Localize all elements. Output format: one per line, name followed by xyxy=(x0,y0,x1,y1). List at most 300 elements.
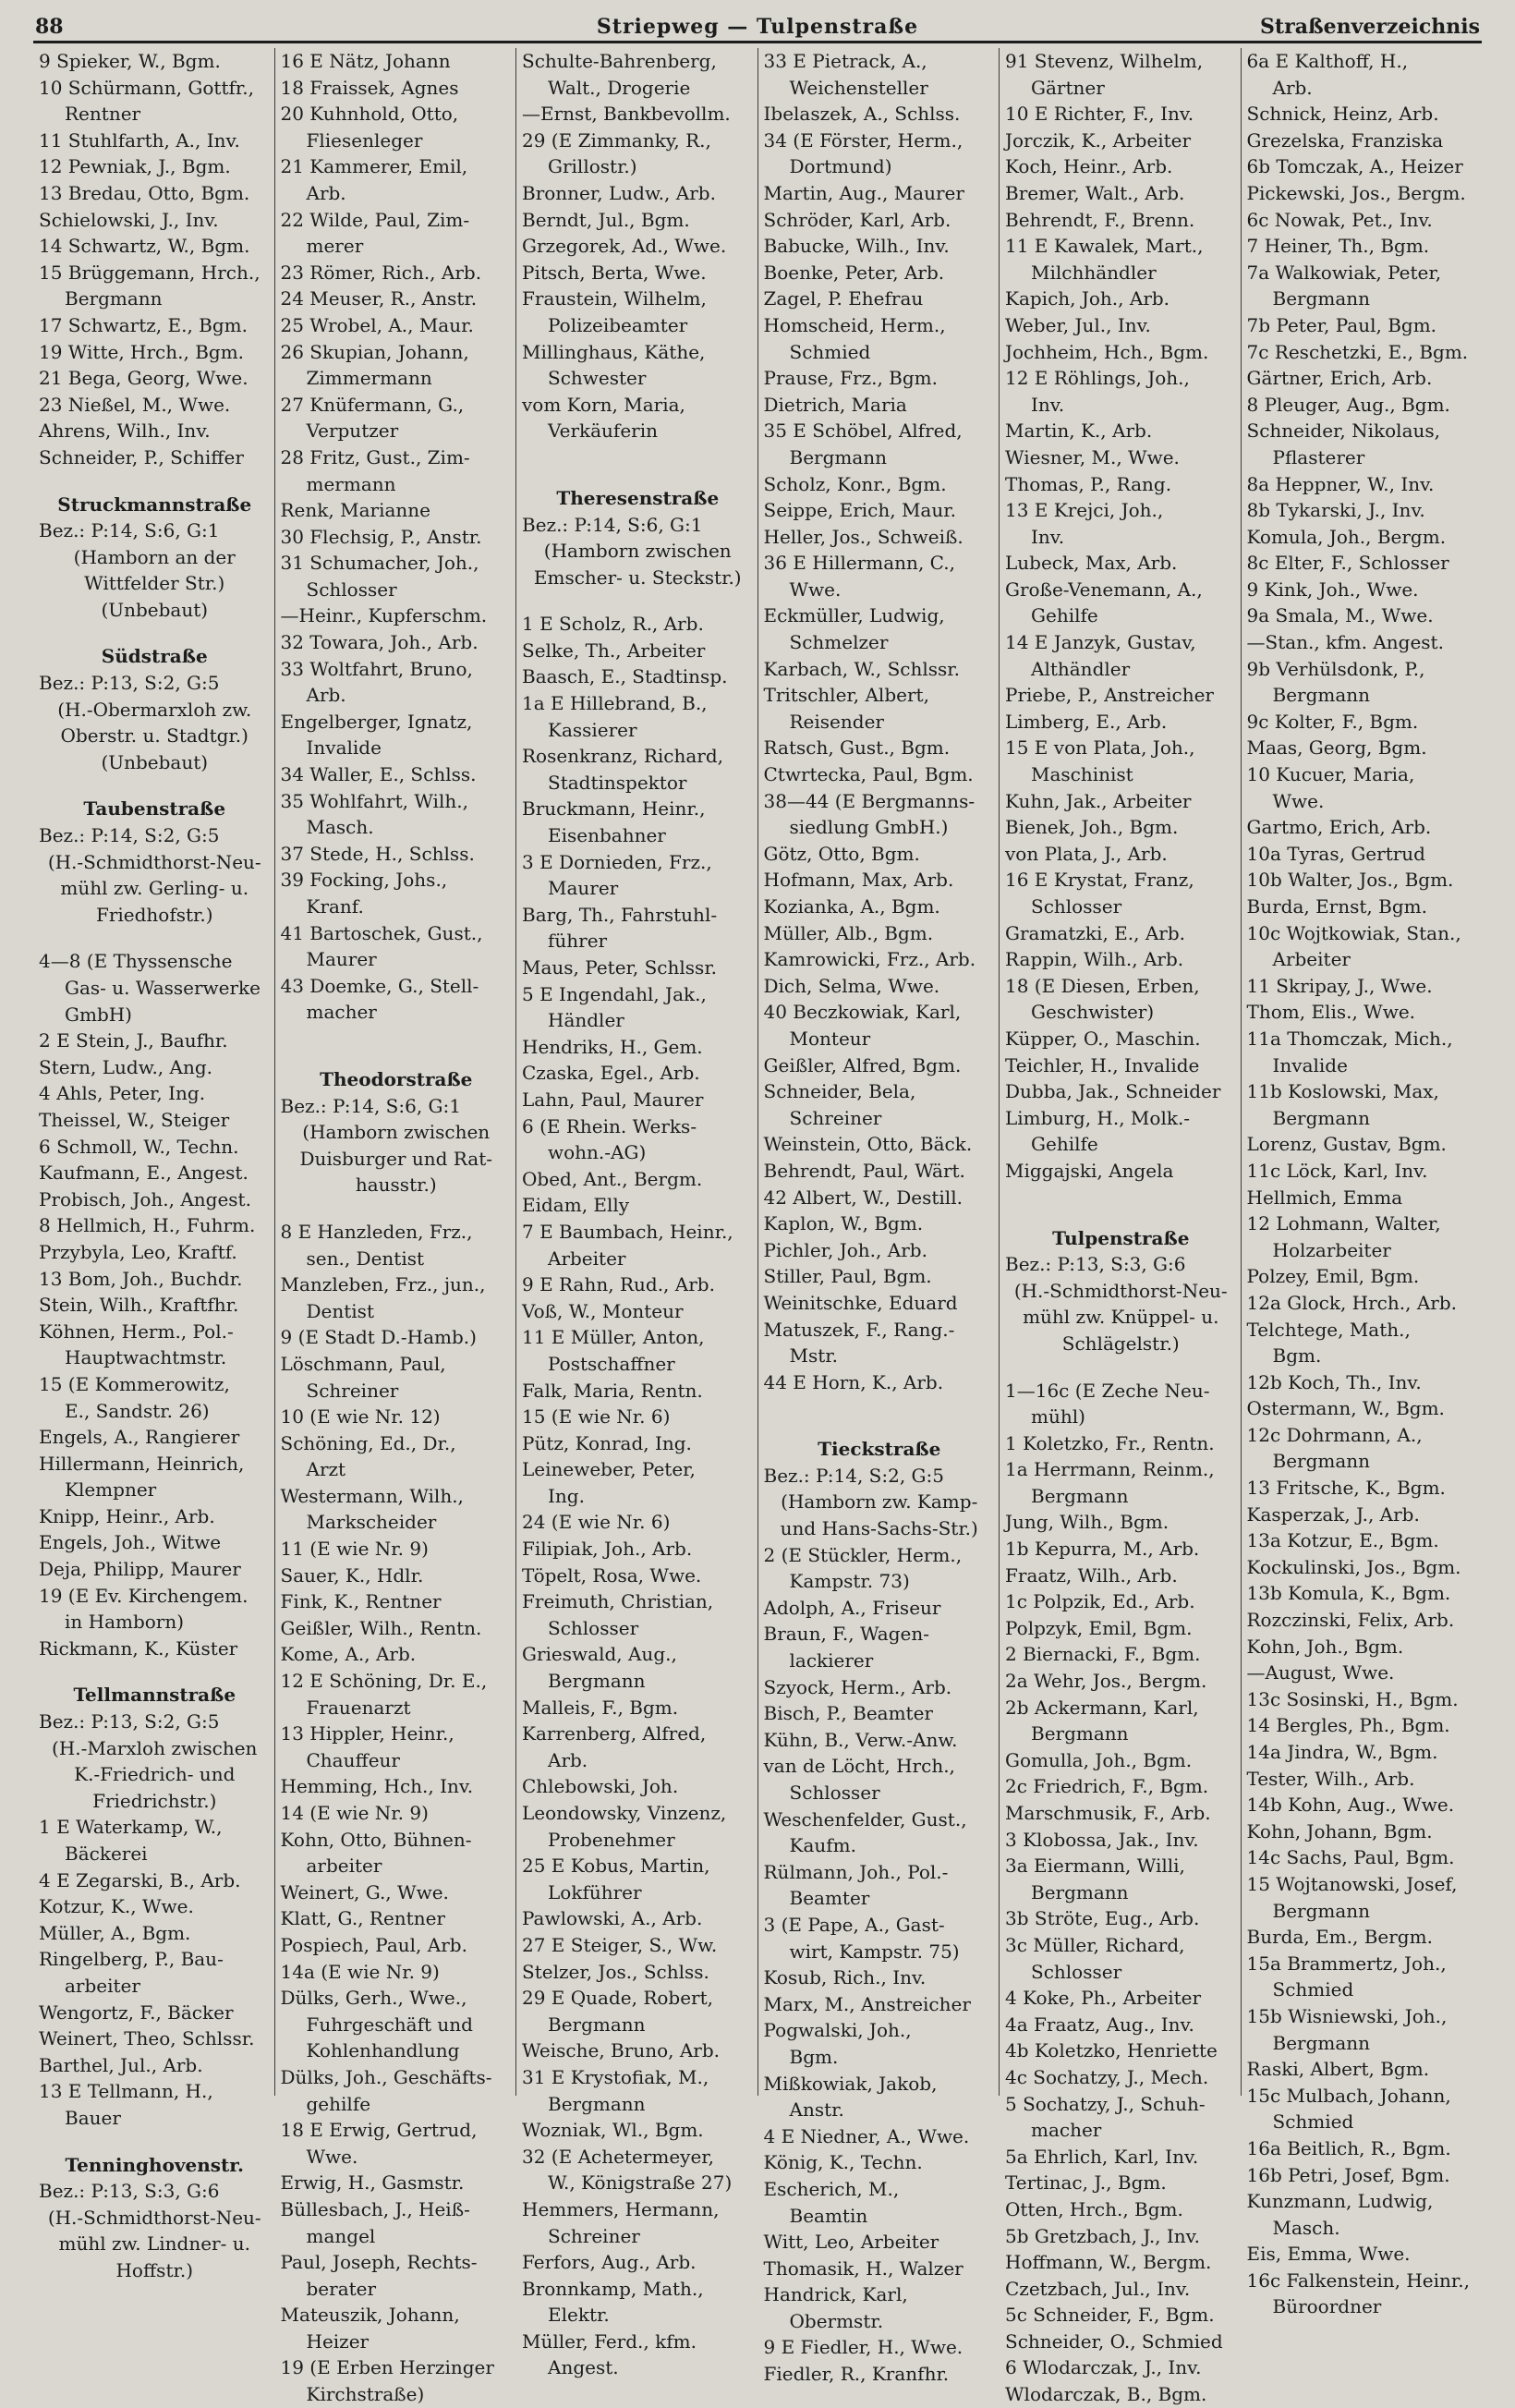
entry-line: Engelberger, Ignatz, xyxy=(280,710,473,733)
street-note: mühl zw. Lindner- u. xyxy=(58,2232,250,2256)
column-1 xyxy=(33,48,275,2281)
entry-line: 1a Herrmann, Reinm., xyxy=(1005,1458,1215,1481)
entry-line: 9b Verhülsdonk, P., xyxy=(1246,657,1425,680)
entry-line: Gomulla, Joh., Bgm. xyxy=(1005,1748,1193,1771)
entry-line: Kasperzak, J., Arb. xyxy=(1246,1502,1420,1526)
entry-line: 15 Brüggemann, Hrch., xyxy=(39,261,261,284)
street-note: (H.-Obermarxloh zw. xyxy=(57,698,252,721)
entry-line: 13 Hippler, Heinr., xyxy=(280,1722,454,1745)
street-heading: Theresenstraße xyxy=(556,486,720,509)
entry-line: 6c Nowak, Pet., Inv. xyxy=(1246,208,1433,231)
entry-line: Rappin, Wilh., Arb. xyxy=(1005,948,1184,971)
entry-line: Fiedler, R., Kranfhr. xyxy=(763,2363,950,2386)
entry-line: Theissel, W., Steiger xyxy=(39,1108,230,1131)
entry-line: 16a Beitlich, R., Bgm. xyxy=(1246,2136,1451,2159)
entry-line: Jochheim, Hch., Bgm. xyxy=(1005,340,1209,363)
entry-line: Kohn, Johann, Bgm. xyxy=(1246,1819,1433,1842)
entry-line: Wwe. xyxy=(789,578,842,601)
entry-line: Pütz, Konrad, Ing. xyxy=(522,1431,692,1454)
entry-line: 33 E Pietrack, A., xyxy=(763,50,927,72)
entry-line: Thomas, P., Rang. xyxy=(1005,472,1172,495)
entry-line: Czaska, Egel., Arb. xyxy=(522,1062,700,1085)
entry-line: 8b Tykarski, J., Inv. xyxy=(1246,499,1425,522)
entry-line: Anstr. xyxy=(789,2098,844,2122)
entry-line: Grieswald, Aug., xyxy=(522,1643,677,1666)
entry-line: 13 Bom, Joh., Buchdr. xyxy=(39,1267,243,1290)
entry-line: Müller, Alb., Bgm. xyxy=(763,921,934,944)
entry-line: 10 E Richter, F., Inv. xyxy=(1005,103,1194,126)
entry-line: Bez.: P:14, S:2, G:5 xyxy=(39,824,220,847)
street-note: K.-Friedrich- und xyxy=(74,1763,236,1786)
entry-line: mühl) xyxy=(1031,1405,1085,1429)
entry-line: Gärtner, Erich, Arb. xyxy=(1246,367,1433,390)
entry-line: Otten, Hrch., Bgm. xyxy=(1005,2197,1183,2220)
entry-line: Bergmann xyxy=(548,2092,646,2115)
entry-line: Müller, Ferd., kfm. xyxy=(522,2329,697,2353)
entry-line: Arbeiter xyxy=(1272,948,1351,971)
spacer xyxy=(281,1026,513,1046)
entry-line: Hellmich, Emma xyxy=(1246,1186,1403,1209)
entry-line: Polpzyk, Emil, Bgm. xyxy=(1005,1616,1193,1639)
entry-line: Löschmann, Paul, xyxy=(280,1352,446,1375)
entry-line: Polizeibeamter xyxy=(548,313,688,336)
entry-line: 40 Beczkowiak, Karl, xyxy=(763,1001,962,1024)
entry-line: Bergmann xyxy=(1031,1722,1129,1745)
entry-line: Bergmann xyxy=(1272,1450,1371,1473)
entry-line: Pflasterer xyxy=(1272,445,1365,468)
street-note: Emscher- u. Steckstr.) xyxy=(533,566,742,589)
entry-line: Bergmann xyxy=(1272,2031,1371,2054)
entry-line: 4c Sochatzy, J., Mech. xyxy=(1005,2065,1209,2088)
entry-line: 14 E Janzyk, Gustav, xyxy=(1005,631,1196,654)
street-note: Schlägelstr.) xyxy=(1061,1332,1180,1355)
entry-line: Verputzer xyxy=(306,420,399,443)
street-note: Hoffstr.) xyxy=(115,2258,193,2281)
entry-line: 3c Müller, Richard, xyxy=(1005,1933,1185,1956)
entry-line: 9 E Rahn, Rud., Arb. xyxy=(522,1273,715,1296)
entry-line: 4b Koletzko, Henriette xyxy=(1005,2039,1218,2062)
entry-line: Stelzer, Jos., Schlss. xyxy=(522,1960,709,1983)
entry-line: Fink, K., Rentner xyxy=(280,1590,442,1613)
entry-line: Marschmusik, F., Arb. xyxy=(1005,1802,1211,1824)
entry-line: Lubeck, Max, Arb. xyxy=(1005,552,1178,575)
entry-line: Markscheider xyxy=(306,1511,437,1534)
entry-line: Ibelaszek, A., Schlss. xyxy=(763,103,961,126)
entry-line: 3a Eiermann, Willi, xyxy=(1005,1855,1185,1878)
spacer xyxy=(1005,1185,1237,1205)
entry-line: Monteur xyxy=(789,1027,871,1050)
entry-line: Schlosser xyxy=(1031,1960,1122,1983)
entry-line: Braun, F., Wagen- xyxy=(763,1623,930,1646)
entry-line: Babucke, Wilh., Inv. xyxy=(763,235,950,258)
street-note: mühl zw. Gerling- u. xyxy=(60,877,249,900)
entry-line: 28 Fritz, Gust., Zim- xyxy=(280,445,470,468)
entry-line: Weschenfelder, Gust., xyxy=(763,1807,967,1830)
entry-line: Bez.: P:14, S:6, G:1 xyxy=(522,513,703,536)
entry-line: vom Korn, Maria, xyxy=(522,393,685,416)
entry-line: Lorenz, Gustav, Bgm. xyxy=(1246,1133,1447,1156)
page-number: 88 xyxy=(35,15,64,39)
entry-line: Ing. xyxy=(548,1484,585,1507)
street-note: (H.-Schmidthorst-Neu- xyxy=(47,850,261,873)
entry-line: Maschinist xyxy=(1031,763,1133,786)
entry-line: Komula, Joh., Bergm. xyxy=(1246,525,1447,548)
entry-line: Bez.: P:14, S:2, G:5 xyxy=(763,1464,944,1487)
entry-line: Leondowsky, Vinzenz, xyxy=(522,1802,727,1824)
entry-line: 8a Heppner, W., Inv. xyxy=(1246,472,1435,495)
entry-line: Weinert, Theo, Schlssr. xyxy=(39,2027,255,2050)
street-note: (Hamborn zwischen xyxy=(302,1121,491,1144)
entry-line: Bergmann xyxy=(548,1670,646,1693)
entry-line: 25 E Kobus, Martin, xyxy=(522,1855,710,1878)
entry-line: 39 Focking, Johs., xyxy=(280,869,448,892)
entry-line: 13 Bredau, Otto, Bgm. xyxy=(39,181,250,204)
entry-line: 31 E Krystofiak, M., xyxy=(522,2065,709,2088)
entry-line: Deja, Philipp, Maurer xyxy=(39,1558,241,1581)
entry-line: Rülmann, Joh., Pol.- xyxy=(763,1860,949,1883)
entry-line: Renk, Marianne xyxy=(280,499,430,522)
entry-line: siedlung GmbH.) xyxy=(789,816,949,839)
entry-line: Freimuth, Christian, xyxy=(522,1590,714,1613)
entry-line: Boenke, Peter, Arb. xyxy=(763,261,945,284)
entry-line: Götz, Otto, Bgm. xyxy=(763,842,920,865)
entry-line: 34 Waller, E., Schlss. xyxy=(280,763,477,786)
entry-line: Schneider, Bela, xyxy=(763,1080,916,1103)
entry-line: 11b Koslowski, Max, xyxy=(1246,1080,1439,1103)
entry-line: 20 Kuhnhold, Otto, xyxy=(280,103,459,126)
entry-line: Kohn, Joh., Bgm. xyxy=(1246,1635,1404,1658)
entry-line: 33 Woltfahrt, Bruno, xyxy=(280,657,473,680)
entry-line: 35 E Schöbel, Alfred, xyxy=(763,420,963,443)
entry-line: Althändler xyxy=(1031,657,1131,680)
entry-line: Przybyla, Leo, Kraftf. xyxy=(39,1240,237,1263)
entry-line: Inv. xyxy=(1031,393,1065,416)
entry-line: Bergmann xyxy=(789,445,888,468)
entry-line: Kassierer xyxy=(548,718,637,741)
entry-line: Kranf. xyxy=(306,895,364,918)
entry-line: von Plata, J., Arb. xyxy=(1005,842,1168,865)
entry-line: 1b Kepurra, M., Arb. xyxy=(1005,1538,1200,1561)
entry-line: 18 (E Diesen, Erben, xyxy=(1005,974,1200,997)
entry-line: 27 E Steiger, S., Ww. xyxy=(522,1933,718,1956)
entry-line: 36 E Hillermann, C., xyxy=(763,552,955,575)
entry-line: wirt, Kampstr. 75) xyxy=(789,1940,960,1963)
entry-line: 7b Peter, Paul, Bgm. xyxy=(1246,313,1437,336)
entry-line: Baasch, E., Stadtinsp. xyxy=(522,665,728,688)
entry-line: Masch. xyxy=(1272,2216,1340,2239)
entry-line: Martin, K., Arb. xyxy=(1005,420,1153,443)
entry-line: 1 Koletzko, Fr., Rentn. xyxy=(1005,1431,1215,1454)
entry-line: Bergmann xyxy=(1272,684,1371,707)
entry-line: Bisch, P., Beamter xyxy=(763,1702,933,1725)
entry-line: 2 E Stein, J., Baufhr. xyxy=(39,1029,228,1052)
entry-line: 15b Wisniewski, Joh., xyxy=(1246,2004,1448,2027)
entry-line: 23 Römer, Rich., Arb. xyxy=(280,261,482,284)
entry-line: Heller, Jos., Schweiß. xyxy=(763,525,964,548)
entry-line: macher xyxy=(306,1001,377,1024)
entry-line: Berndt, Jul., Bgm. xyxy=(522,208,690,231)
entry-line: 1 E Waterkamp, W., xyxy=(39,1816,223,1839)
directory-columns xyxy=(33,48,1482,2406)
entry-line: 19 Witte, Hrch., Bgm. xyxy=(39,340,245,363)
entry-line: Behrendt, Paul, Wärt. xyxy=(763,1159,965,1182)
entry-line: 5 E Ingendahl, Jak., xyxy=(522,982,707,1005)
street-heading: Theodorstraße xyxy=(320,1067,473,1090)
entry-line: Büllesbach, J., Heiß- xyxy=(280,2197,470,2220)
entry-line: sen., Dentist xyxy=(306,1247,425,1270)
entry-line: Limberg, E., Arb. xyxy=(1005,710,1168,733)
entry-line: 10 (E wie Nr. 12) xyxy=(280,1405,441,1429)
entry-line: 14a Jindra, W., Bgm. xyxy=(1246,1741,1438,1763)
entry-line: Ferfors, Aug., Arb. xyxy=(522,2251,697,2274)
entry-line: 27 Knüfermann, G., xyxy=(280,393,465,416)
entry-line: merer xyxy=(306,235,364,258)
entry-line: Gehilfe xyxy=(1031,1133,1098,1156)
entry-line: 9 Spieker, W., Bgm. xyxy=(39,50,221,72)
entry-line: 5c Schneider, F., Bgm. xyxy=(1005,2304,1215,2327)
entry-line: Rosenkranz, Richard, xyxy=(522,745,723,768)
entry-line: Geißler, Alfred, Bgm. xyxy=(763,1053,962,1076)
entry-line: 16b Petri, Josef, Bgm. xyxy=(1246,2163,1450,2186)
entry-line: Rickmann, K., Küster xyxy=(39,1636,238,1660)
entry-line: Dich, Selma, Wwe. xyxy=(763,974,940,997)
entry-line: 30 Flechsig, P., Anstr. xyxy=(280,525,482,548)
entry-line: 2 Biernacki, F., Bgm. xyxy=(1005,1643,1201,1666)
entry-line: 5b Gretzbach, J., Inv. xyxy=(1005,2224,1200,2247)
entry-line: Teichler, H., Invalide xyxy=(1005,1053,1200,1076)
entry-line: Erwig, H., Gasmstr. xyxy=(280,2171,465,2195)
entry-line: Reisender xyxy=(789,710,884,733)
entry-line: gehilfe xyxy=(306,2092,371,2115)
entry-line: 6b Tomczak, A., Heizer xyxy=(1246,155,1463,178)
entry-line: 32 Towara, Joh., Arb. xyxy=(280,631,479,654)
entry-line: 21 Bega, Georg, Wwe. xyxy=(39,367,248,390)
entry-line: 16 E Krystat, Franz, xyxy=(1005,869,1194,892)
spacer xyxy=(522,444,754,465)
entry-line: Bez.: P:13, S:3, G:6 xyxy=(39,2180,220,2203)
entry-line: Mißkowiak, Jakob, xyxy=(763,2072,938,2095)
entry-line: Invalide xyxy=(1272,1053,1348,1076)
entry-line: 24 Meuser, R., Anstr. xyxy=(280,287,478,310)
entry-line: Bergmann xyxy=(548,2013,646,2036)
entry-line: Stadtinspektor xyxy=(548,771,687,794)
entry-line: Rozczinski, Felix, Arb. xyxy=(1246,1609,1455,1632)
entry-line: Masch. xyxy=(306,816,374,839)
entry-line: Schielowski, J., Inv. xyxy=(39,208,219,231)
entry-line: Miggajski, Angela xyxy=(1005,1159,1174,1182)
entry-line: 5a Ehrlich, Karl, Inv. xyxy=(1005,2145,1199,2168)
entry-line: Schmied xyxy=(1272,1978,1354,2001)
entry-line: Thom, Elis., Wwe. xyxy=(1246,1001,1416,1024)
entry-line: 15a Brammertz, Joh., xyxy=(1246,1952,1447,1975)
entry-line: Malleis, F., Bgm. xyxy=(522,1696,679,1719)
entry-line: Gas- u. Wasserwerke xyxy=(65,977,261,999)
entry-line: 29 E Quade, Robert, xyxy=(522,1987,714,2010)
entry-line: Jorczik, K., Arbeiter xyxy=(1005,128,1192,152)
column-3 xyxy=(516,48,758,2379)
street-note: Wittfelder Str.) xyxy=(84,572,225,595)
entry-line: Holzarbeiter xyxy=(1272,1238,1391,1261)
entry-line: 11 Stuhlfarth, A., Inv. xyxy=(39,128,240,152)
entry-line: Dentist xyxy=(306,1299,374,1322)
entry-line: Fraatz, Wilh., Arb. xyxy=(1005,1563,1178,1587)
entry-line: Stein, Wilh., Kraftfhr. xyxy=(39,1294,239,1317)
entry-line: Stiller, Paul, Bgm. xyxy=(763,1265,932,1288)
entry-line: Fuhrgeschäft und xyxy=(306,2013,473,2036)
entry-line: Matuszek, F., Rang.- xyxy=(763,1318,955,1341)
entry-line: 14 Bergles, Ph., Bgm. xyxy=(1246,1714,1450,1737)
street-note: Oberstr. u. Stadtgr.) xyxy=(60,724,248,748)
entry-line: Händler xyxy=(548,1009,624,1032)
entry-line: Ringelberg, P., Bau- xyxy=(39,1948,224,1971)
entry-line: Heizer xyxy=(306,2329,370,2353)
entry-line: 17 Schwartz, E., Bgm. xyxy=(39,313,248,336)
entry-line: Paul, Joseph, Rechts- xyxy=(280,2251,478,2274)
entry-line: Schreiner xyxy=(548,2224,640,2247)
entry-line: 9 Kink, Joh., Wwe. xyxy=(1246,578,1419,601)
entry-line: Bergmann xyxy=(1272,1106,1371,1129)
entry-line: Pitsch, Berta, Wwe. xyxy=(522,261,707,284)
entry-line: Bremer, Walt., Arb. xyxy=(1005,181,1185,204)
entry-line: Maas, Georg, Bgm. xyxy=(1246,736,1427,760)
entry-line: Schmelzer xyxy=(789,631,889,654)
entry-line: Maus, Peter, Schlssr. xyxy=(522,956,718,979)
entry-line: Kuhn, Jak., Arbeiter xyxy=(1005,789,1192,812)
entry-line: Dülks, Gerh., Wwe., xyxy=(280,1987,467,2010)
street-note: und Hans-Sachs-Str.) xyxy=(780,1517,978,1540)
entry-line: 12 E Schöning, Dr. E., xyxy=(280,1670,488,1693)
column-4 xyxy=(758,48,1000,2386)
entry-line: 8 E Hanzleden, Frz., xyxy=(280,1220,473,1243)
entry-line: Westermann, Wilh., xyxy=(280,1484,464,1507)
entry-line: 91 Stevenz, Wilhelm, xyxy=(1005,50,1204,72)
entry-line: Weinert, G., Wwe. xyxy=(280,1880,449,1903)
entry-line: 15 Wojtanowski, Josef, xyxy=(1246,1872,1458,1895)
entry-line: Inv. xyxy=(1031,525,1065,548)
entry-line: —August, Wwe. xyxy=(1246,1661,1395,1684)
entry-line: van de Löcht, Hrch., xyxy=(763,1755,955,1778)
street-heading: Taubenstraße xyxy=(83,797,226,821)
entry-line: Schlosser xyxy=(1031,895,1122,918)
entry-line: lackierer xyxy=(789,1649,874,1672)
entry-line: arbeiter xyxy=(65,1974,140,1997)
entry-line: Grillostr.) xyxy=(548,155,637,178)
entry-line: 1—16c (E Zeche Neu- xyxy=(1005,1379,1210,1402)
entry-line: 26 Skupian, Johann, xyxy=(280,340,469,363)
entry-line: 23 Nießel, M., Wwe. xyxy=(39,393,231,416)
entry-line: Kampstr. 73) xyxy=(789,1570,910,1593)
street-note: Friedrichstr.) xyxy=(92,1789,217,1812)
spacer xyxy=(281,1198,513,1219)
entry-line: Schöning, Ed., Dr., xyxy=(280,1431,456,1454)
entry-line: Kozianka, A., Bgm. xyxy=(763,895,940,918)
entry-line: 18 E Erwig, Gertrud, xyxy=(280,2119,478,2142)
entry-line: 14c Sachs, Paul, Bgm. xyxy=(1246,1846,1455,1869)
entry-line: 14a (E wie Nr. 9) xyxy=(280,1960,440,1983)
entry-line: in Hamborn) xyxy=(65,1611,185,1634)
entry-line: Martin, Aug., Maurer xyxy=(763,181,964,204)
entry-line: Kockulinski, Jos., Bgm. xyxy=(1246,1555,1461,1578)
entry-line: Dubba, Jak., Schneider xyxy=(1005,1080,1221,1103)
entry-line: Kapich, Joh., Arb. xyxy=(1005,287,1170,310)
entry-line: 13b Komula, K., Bgm. xyxy=(1246,1582,1451,1605)
entry-line: Szyock, Herm., Arb. xyxy=(763,1675,952,1698)
entry-line: Eisenbahner xyxy=(548,824,666,847)
entry-line: Bez.: P:13, S:2, G:5 xyxy=(39,672,220,695)
entry-line: 10 Kucuer, Maria, xyxy=(1246,763,1415,786)
entry-line: 3 E Dornieden, Frz., xyxy=(522,850,712,873)
entry-line: Pickewski, Jos., Bergm. xyxy=(1246,181,1466,204)
entry-line: 3 (E Pape, A., Gast- xyxy=(763,1913,945,1936)
entry-line: 12 Lohmann, Walter, xyxy=(1246,1212,1441,1235)
entry-line: Fliesenleger xyxy=(306,128,423,152)
entry-line: Kohn, Otto, Bühnen- xyxy=(280,1828,472,1851)
entry-line: Barg, Th., Fahrstuhl- xyxy=(522,903,718,926)
column-5 xyxy=(1000,48,1242,2406)
entry-line: Bez.: P:13, S:3, G:6 xyxy=(1005,1253,1186,1276)
street-note: (Hamborn zw. Kamp- xyxy=(781,1490,978,1514)
entry-line: Wlodarczak, B., Bgm. xyxy=(1005,2383,1207,2406)
entry-line: 10a Tyras, Gertrud xyxy=(1246,842,1425,865)
entry-line: Karbach, W., Schlssr. xyxy=(763,657,961,680)
entry-line: 5 Sochatzy, J., Schuh- xyxy=(1005,2092,1206,2115)
entry-line: Bäckerei xyxy=(65,1842,148,1865)
entry-line: Kühn, B., Verw.-Anw. xyxy=(763,1728,958,1751)
entry-line: Wozniak, Wl., Bgm. xyxy=(522,2119,704,2142)
entry-line: Kamrowicki, Frz., Arb. xyxy=(763,948,976,971)
entry-line: Barthel, Jul., Arb. xyxy=(39,2053,203,2076)
entry-line: 16c Falkenstein, Heinr., xyxy=(1246,2268,1470,2292)
entry-line: Manzleben, Frz., jun., xyxy=(280,1273,486,1296)
entry-line: 2b Ackermann, Karl, xyxy=(1005,1696,1199,1719)
entry-line: Invalide xyxy=(306,736,382,760)
street-note: (H.-Schmidthorst-Neu- xyxy=(1013,1279,1228,1302)
entry-line: Postschaffner xyxy=(548,1352,675,1375)
entry-line: Küpper, O., Maschin. xyxy=(1005,1027,1201,1050)
entry-line: Bergmann xyxy=(65,287,163,310)
entry-line: 8c Elter, F., Schlosser xyxy=(1246,552,1449,575)
entry-line: Thomasik, H., Walzer xyxy=(763,2256,964,2280)
entry-line: 1 E Scholz, R., Arb. xyxy=(522,613,704,636)
entry-line: 7 Heiner, Th., Bgm. xyxy=(1246,235,1430,258)
entry-line: Kaplon, W., Bgm. xyxy=(763,1212,924,1235)
entry-line: Kosub, Rich., Inv. xyxy=(763,1966,927,1989)
entry-line: Beamter xyxy=(789,1887,870,1910)
entry-line: Schröder, Karl, Arb. xyxy=(763,208,951,231)
entry-line: 37 Stede, H., Schlss. xyxy=(280,842,475,865)
entry-line: Eckmüller, Ludwig, xyxy=(763,604,945,627)
entry-line: 34 (E Förster, Herm., xyxy=(763,128,964,152)
entry-line: Tester, Wilh., Arb. xyxy=(1246,1767,1415,1790)
spacer xyxy=(1005,1357,1237,1378)
entry-line: Bergmann xyxy=(1031,1880,1129,1903)
entry-line: Grezelska, Franziska xyxy=(1246,128,1444,152)
entry-line: Große-Venemann, A., xyxy=(1005,578,1203,601)
street-note: (H.-Marxloh zwischen xyxy=(52,1736,258,1759)
entry-line: Schulte-Bahrenberg, xyxy=(522,50,717,72)
street-heading: Tellmannstraße xyxy=(73,1684,236,1707)
entry-line: 42 Albert, W., Destill. xyxy=(763,1186,963,1209)
entry-line: König, K., Techn. xyxy=(763,2151,923,2174)
entry-line: 3 Klobossa, Jak., Inv. xyxy=(1005,1828,1199,1851)
entry-line: Gartmo, Erich, Arb. xyxy=(1246,816,1432,839)
entry-line: 6 (E Rhein. Werks- xyxy=(522,1114,697,1137)
entry-line: Polzey, Emil, Bgm. xyxy=(1246,1265,1420,1288)
entry-line: wohn.-AG) xyxy=(548,1141,647,1164)
entry-line: Bez.: P:14, S:6, G:1 xyxy=(39,519,220,542)
entry-line: Schneider, O., Schmied xyxy=(1005,2329,1223,2353)
entry-line: Probenehmer xyxy=(548,1828,675,1851)
